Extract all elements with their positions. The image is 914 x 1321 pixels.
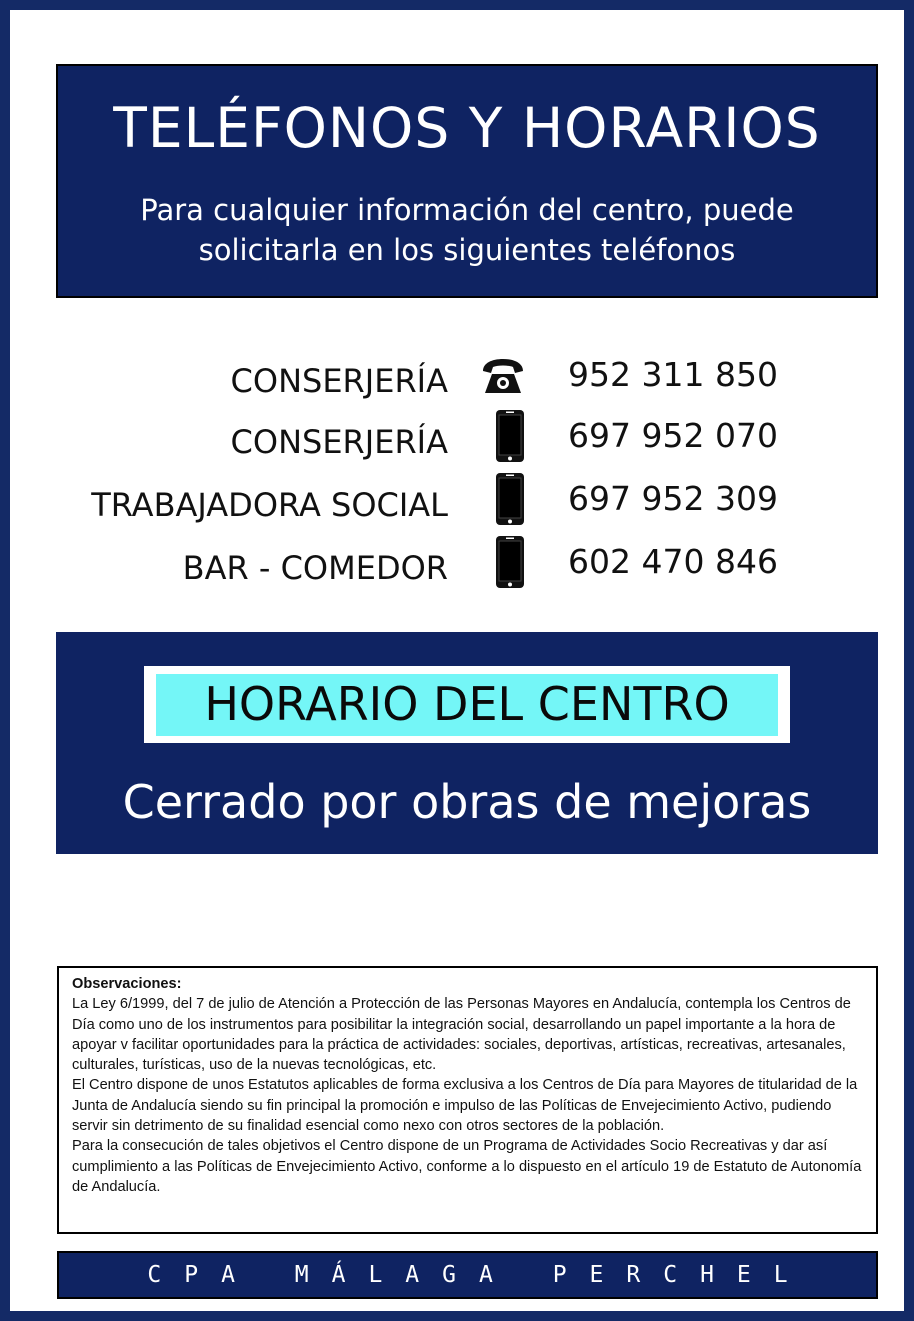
contact-number[interactable]: 697 952 309 bbox=[568, 479, 778, 518]
contact-row bbox=[10, 416, 914, 482]
contact-label: BAR - COMEDOR bbox=[182, 549, 448, 587]
header-subtitle bbox=[78, 190, 856, 270]
contact-label: CONSERJERÍA bbox=[230, 423, 448, 461]
subtitle-line-2: solicitarla en los siguientes teléfonos bbox=[198, 233, 736, 267]
page-title: TELÉFONOS Y HORARIOS bbox=[113, 96, 821, 160]
mobile-phone-icon bbox=[480, 406, 540, 474]
observations-title: Observaciones: bbox=[72, 976, 182, 992]
schedule-title: HORARIO DEL CENTRO bbox=[156, 674, 778, 736]
schedule-banner bbox=[56, 632, 878, 854]
contact-row bbox=[10, 542, 914, 608]
contact-number[interactable]: 697 952 070 bbox=[568, 416, 778, 455]
schedule-status: Cerrado por obras de mejoras bbox=[122, 775, 812, 829]
observations-paragraph: La Ley 6/1999, del 7 de julio de Atención a Protección de las Personas Mayores en Andalucía, contempla los Centros de Día como uno de los instrumentos para posibilitar la integración social, desarrollando un papel importante a la hora de apoyar v facilitar oportunidades para la práctica de actividades: sociales, deportivas, artísticas, recreativas, artesanales, culturales, turísticas, uso de la nuevas tecnológicas, etc. bbox=[72, 996, 851, 1074]
landline-phone-icon bbox=[480, 357, 526, 401]
contact-row bbox=[10, 355, 914, 421]
header-banner bbox=[56, 64, 878, 298]
contact-number[interactable]: 952 311 850 bbox=[568, 355, 778, 394]
contact-label: CONSERJERÍA bbox=[230, 362, 448, 400]
mobile-phone-icon bbox=[480, 469, 540, 537]
observations-box bbox=[57, 966, 878, 1234]
contact-row bbox=[10, 479, 914, 545]
footer-banner bbox=[57, 1251, 878, 1299]
contact-label: TRABAJADORA SOCIAL bbox=[91, 486, 448, 524]
observations-paragraph: El Centro dispone de unos Estatutos aplicables de forma exclusiva a los Centros de Día para Mayores de titularidad de la Junta de Andalucía siendo su fin principal la promoción e impulso de las Políticas de Envejecimiento Activo, pudiendo servir sin detrimento de su finalidad esencial como nexo con otros sectores de la población. bbox=[72, 1077, 858, 1135]
mobile-phone-icon bbox=[480, 532, 540, 600]
observations-paragraph: Para la consecución de tales objetivos el Centro dispone de un Programa de Actividades Socio Recreativas y dar así cumplimiento a las Políticas de Envejecimiento Activo, conforme a lo dispuesto en el artículo 19 de Estatuto de Autonomía de Andalucía. bbox=[72, 1138, 862, 1195]
subtitle-line-1: Para cualquier información del centro, puede bbox=[140, 193, 794, 227]
contact-number[interactable]: 602 470 846 bbox=[568, 542, 778, 581]
schedule-title-box bbox=[144, 666, 790, 743]
footer-text: CPA MÁLAGA PERCHEL bbox=[147, 1262, 811, 1288]
